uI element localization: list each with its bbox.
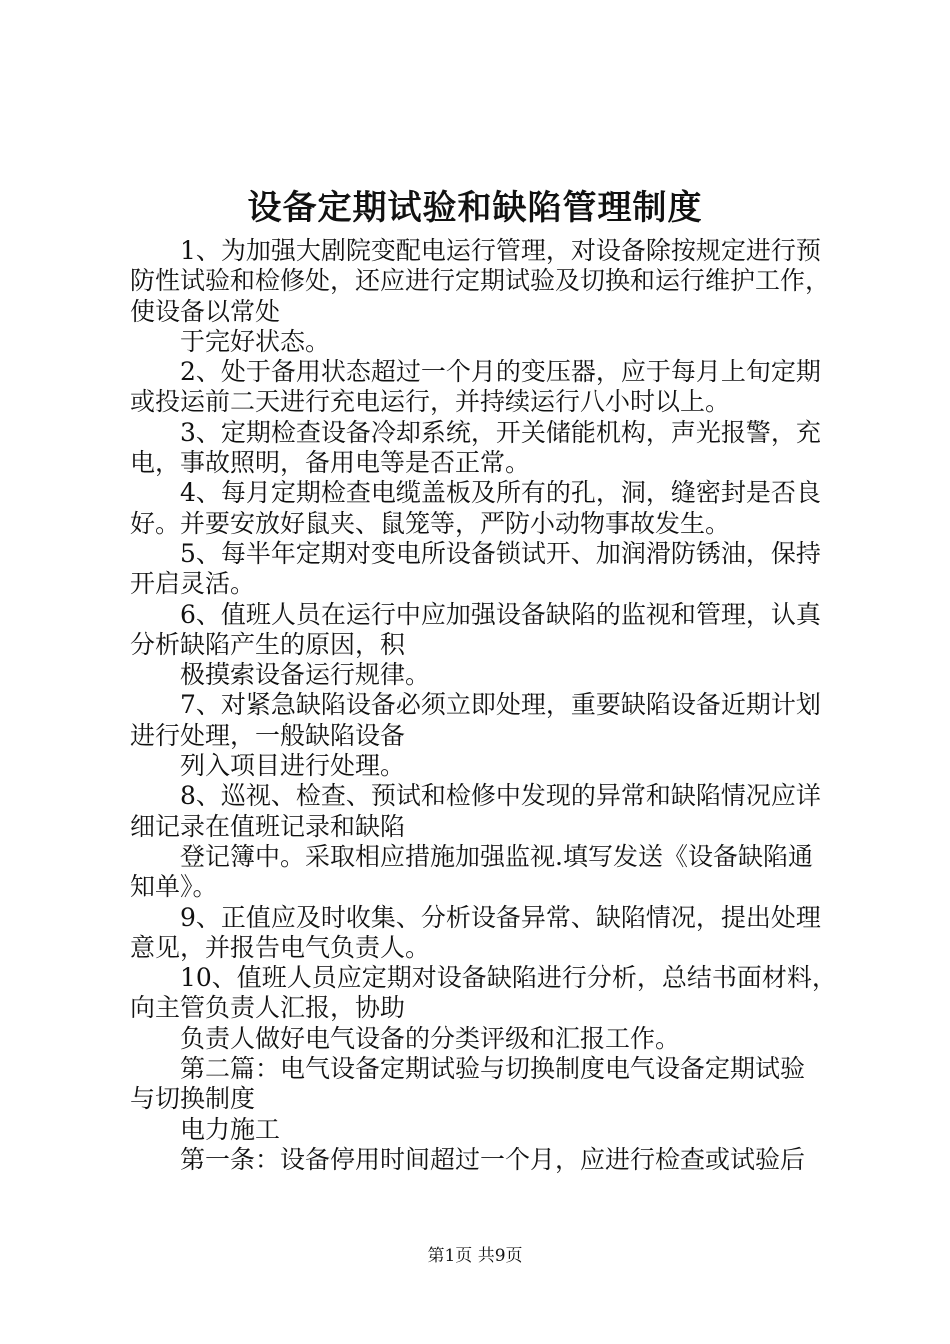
body-line: 向主管负责人汇报，协助 (130, 993, 406, 1023)
body-line: 防性试验和检修处，还应进行定期试验及切换和运行维护工作， (130, 266, 831, 296)
body-line: 登记簿中。采取相应措施加强监视.填写发送《设备缺陷通 (180, 841, 813, 871)
body-line: 6、值班人员在运行中应加强设备缺陷的监视和管理，认真 (180, 599, 821, 629)
body-line: 第二篇：电气设备定期试验与切换制度电气设备定期试验 (180, 1054, 806, 1084)
body-line: 8、巡视、检查、预试和检修中发现的异常和缺陷情况应详 (180, 781, 821, 811)
body-line: 于完好状态。 (180, 326, 331, 356)
body-line: 负责人做好电气设备的分类评级和汇报工作。 (180, 1023, 681, 1053)
body-line: 开启灵活。 (130, 569, 256, 599)
body-line: 1、为加强大剧院变配电运行管理，对设备除按规定进行预 (180, 236, 821, 265)
body-line: 电，事故照明，备用电等是否正常。 (130, 448, 531, 478)
body-line: 电力施工 (180, 1114, 281, 1144)
body-line: 3、定期检查设备冷却系统，开关储能机构，声光报警，充 (180, 417, 821, 447)
body-line: 4、每月定期检查电缆盖板及所有的孔，洞，缝密封是否良 (180, 478, 821, 508)
body-line: 9、正值应及时收集、分析设备异常、缺陷情况，提出处理 (180, 902, 821, 932)
body-line: 2、处于备用状态超过一个月的变压器，应于每月上旬定期 (180, 357, 821, 387)
body-line: 第一条：设备停用时间超过一个月，应进行检查或试验后 (180, 1144, 806, 1174)
body-line: 7、对紧急缺陷设备必须立即处理，重要缺陷设备近期计划 (180, 690, 821, 720)
body-line: 细记录在值班记录和缺陷 (130, 811, 406, 841)
body-line: 进行处理，一般缺陷设备 (130, 720, 406, 750)
body-line: 极摸索设备运行规律。 (180, 660, 431, 690)
body-line: 与切换制度 (130, 1084, 256, 1114)
body-line: 列入项目进行处理。 (180, 751, 406, 781)
page-footer: 第1页 共9页 (427, 1246, 523, 1266)
body-line: 意见，并报告电气负责人。 (130, 932, 431, 962)
body-line: 10、值班人员应定期对设备缺陷进行分析，总结书面材料， (180, 963, 837, 993)
document-title: 设备定期试验和缺陷管理制度 (247, 188, 703, 228)
body-line: 好。并要安放好鼠夹、鼠笼等，严防小动物事故发生。 (130, 508, 731, 538)
body-line: 分析缺陷产生的原因，积 (130, 629, 406, 659)
body-line: 或投运前二天进行充电运行，并持续运行八小时以上。 (130, 387, 731, 417)
document-body (130, 236, 837, 1175)
body-line: 5、每半年定期对变电所设备锁试开、加润滑防锈油，保持 (180, 538, 821, 568)
body-line: 知单》。 (130, 872, 218, 902)
body-line: 使设备以常处 (130, 296, 281, 326)
